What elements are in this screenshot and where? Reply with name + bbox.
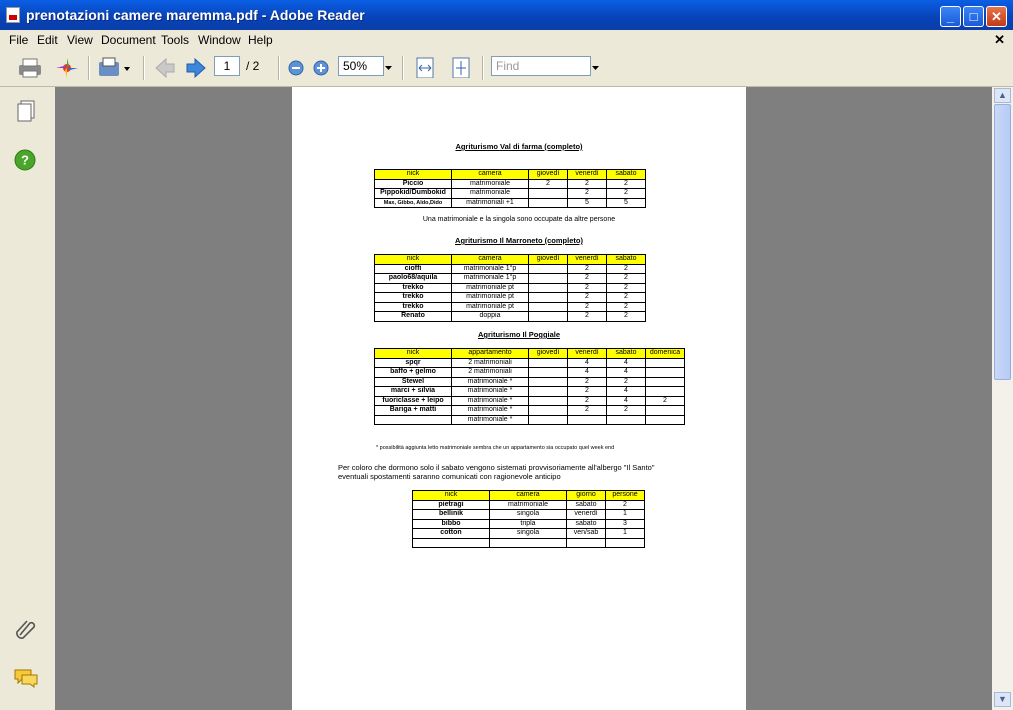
nick-cell: marci + silvia: [375, 387, 452, 397]
table-row: [375, 415, 685, 425]
find-input[interactable]: Find: [491, 56, 591, 76]
navigation-panel: [0, 87, 55, 710]
table-cell: 2: [568, 302, 607, 312]
toolbar-separator: [402, 56, 404, 80]
table-row: [375, 368, 685, 378]
table-cell: matrimoniale *: [452, 387, 529, 397]
table-cell: tripla: [490, 519, 567, 529]
table-il-marroneto: [374, 254, 646, 322]
toolbar-separator: [88, 56, 90, 80]
table-cell: 1: [606, 529, 645, 539]
footnote: * possibilità aggiunta letto matrimoniale sembra che un appartamento sia occupato quel week end: [376, 445, 615, 451]
fit-width-icon[interactable]: [414, 56, 436, 78]
page-total: / 2: [246, 59, 260, 73]
table1-title: Agriturismo Val di farma (completo): [455, 142, 583, 151]
table-cell: 4: [568, 368, 607, 378]
table-cell: 2: [607, 179, 646, 189]
nick-cell: Stewel: [375, 377, 452, 387]
nick-cell: bibbo: [413, 519, 490, 529]
column-header: sabato: [607, 170, 646, 180]
table-val-di-farma: [374, 169, 646, 208]
close-button[interactable]: ✕: [986, 6, 1007, 27]
zoom-out-icon[interactable]: [286, 56, 306, 78]
table-cell: [529, 377, 568, 387]
table-cell: 1: [606, 510, 645, 520]
table-cell: [490, 538, 567, 548]
nick-cell: Max, Gibbo, Aldo,Dido: [375, 198, 452, 208]
table-cell: matrimoniale *: [452, 377, 529, 387]
column-header: venerdì: [568, 255, 607, 265]
scroll-down-chevron-icon[interactable]: ▼: [994, 692, 1011, 707]
table-row: [375, 274, 646, 284]
nick-cell: Renato: [375, 312, 452, 322]
table-cell: [646, 387, 685, 397]
table-cell: [646, 415, 685, 425]
table-cell: matrimoniale 1°p: [452, 264, 529, 274]
nick-cell: trekko: [375, 283, 452, 293]
table-row: [375, 396, 685, 406]
table-cell: 4: [607, 387, 646, 397]
table-cell: matrimoniale pt: [452, 293, 529, 303]
table-cell: venerdì: [567, 510, 606, 520]
table-cell: 5: [568, 198, 607, 208]
column-header: sabato: [607, 349, 646, 359]
table-cell: 2: [568, 293, 607, 303]
column-header: domenica: [646, 349, 685, 359]
menu-file[interactable]: File: [9, 33, 29, 47]
table-row: [375, 264, 646, 274]
table-row: [375, 358, 685, 368]
table-il-poggiale: [374, 348, 685, 425]
table-cell: singola: [490, 510, 567, 520]
nick-cell: [375, 415, 452, 425]
table-cell: 2: [568, 283, 607, 293]
table-cell: [646, 358, 685, 368]
table-header-row: [375, 170, 646, 180]
pdf-app-icon: [6, 7, 20, 23]
table-cell: 2: [607, 293, 646, 303]
table-row: [375, 283, 646, 293]
table-cell: 2: [607, 312, 646, 322]
note-occupied: Una matrimoniale e la singola sono occupate da altre persone: [422, 216, 616, 223]
paperclip-icon[interactable]: [14, 617, 38, 641]
table-cell: [529, 293, 568, 303]
scroll-thumb[interactable]: [994, 104, 1011, 380]
table-cell: 2: [606, 500, 645, 510]
table-cell: matrimoniale: [452, 189, 529, 199]
close-document-icon[interactable]: ✕: [994, 32, 1005, 47]
table2-title: Agriturismo Il Marroneto (completo): [455, 236, 583, 245]
table-cell: 2 matrimoniali: [452, 368, 529, 378]
table-cell: [529, 312, 568, 322]
print-icon[interactable]: [16, 56, 44, 78]
nick-cell: fuoriclasse + leipo: [375, 396, 452, 406]
table-cell: matrimoniale pt: [452, 302, 529, 312]
table-cell: 4: [568, 358, 607, 368]
table-albergo: [412, 490, 645, 548]
table-cell: 2: [607, 189, 646, 199]
pdf-page: [292, 87, 746, 710]
table-cell: 2: [607, 283, 646, 293]
table-cell: 2: [607, 302, 646, 312]
column-header: nick: [413, 491, 490, 501]
table-cell: matrimoniale *: [452, 415, 529, 425]
menu-view[interactable]: View: [67, 33, 93, 47]
table-cell: 2: [529, 179, 568, 189]
paragraph-line2: eventuali spostamenti saranno comunicati con ragionevole anticipo: [338, 472, 561, 481]
table-cell: [529, 189, 568, 199]
table-cell: [646, 406, 685, 416]
nick-cell: Pippokid/Dumbokid: [375, 189, 452, 199]
table-cell: [529, 302, 568, 312]
minimize-button[interactable]: _: [940, 6, 961, 27]
table-header-row: [375, 255, 646, 265]
vertical-scrollbar[interactable]: [992, 87, 1013, 710]
table-row: [375, 387, 685, 397]
nick-cell: cotton: [413, 529, 490, 539]
table-cell: 2: [568, 406, 607, 416]
table-cell: 2: [568, 179, 607, 189]
table-cell: 2: [607, 377, 646, 387]
table-row: [375, 377, 685, 387]
table-cell: 3: [606, 519, 645, 529]
table-cell: 4: [607, 358, 646, 368]
paragraph-line1: Per coloro che dormono solo il sabato vengono sistemati provvisoriamente all'albergo "Il Santo": [338, 463, 655, 472]
table-cell: [529, 387, 568, 397]
table-cell: 2 matrimoniali: [452, 358, 529, 368]
table-cell: [529, 283, 568, 293]
toolbar: [0, 50, 1013, 87]
table-header-row: [413, 491, 645, 501]
nick-cell: trekko: [375, 293, 452, 303]
column-header: camera: [490, 491, 567, 501]
column-header: venerdì: [568, 349, 607, 359]
table-cell: [567, 538, 606, 548]
table-row: [413, 519, 645, 529]
table-cell: matrimoniale *: [452, 396, 529, 406]
table-cell: 5: [607, 198, 646, 208]
table-row: [375, 198, 646, 208]
menu-help[interactable]: Help: [248, 33, 273, 47]
table-cell: [529, 198, 568, 208]
fit-page-icon[interactable]: [450, 56, 472, 78]
table-cell: [529, 415, 568, 425]
pages-icon[interactable]: [15, 99, 37, 123]
next-page-icon[interactable]: [184, 56, 208, 78]
document-view: [55, 87, 992, 710]
zoom-level-input[interactable]: 50%: [338, 56, 384, 76]
column-header: appartamento: [452, 349, 529, 359]
table-cell: 2: [568, 312, 607, 322]
table3-title: Agriturismo Il Poggiale: [477, 330, 561, 339]
table-row: [375, 302, 646, 312]
column-header: giovedì: [529, 170, 568, 180]
toolbar-separator: [482, 56, 484, 80]
find-dropdown-chevron-down-icon[interactable]: [591, 56, 601, 78]
table-cell: [529, 368, 568, 378]
table-cell: 2: [607, 406, 646, 416]
menu-document[interactable]: Document: [101, 33, 156, 47]
table-cell: matrimoniale: [490, 500, 567, 510]
table-cell: matrimoniali +1: [452, 198, 529, 208]
table-cell: 2: [607, 274, 646, 284]
scroll-up-chevron-icon[interactable]: ▲: [994, 88, 1011, 103]
help-icon[interactable]: [14, 149, 36, 171]
table-cell: 2: [568, 387, 607, 397]
table-cell: matrimoniale: [452, 179, 529, 189]
table-cell: 2: [568, 264, 607, 274]
nick-cell: Piccio: [375, 179, 452, 189]
table-cell: [529, 406, 568, 416]
nick-cell: cioffi: [375, 264, 452, 274]
table-row: [375, 179, 646, 189]
table-header-row: [375, 349, 685, 359]
column-header: nick: [375, 349, 452, 359]
table-row: [375, 312, 646, 322]
column-header: camera: [452, 255, 529, 265]
menu-tools[interactable]: Tools: [161, 33, 190, 47]
column-header: nick: [375, 255, 452, 265]
table-cell: 2: [568, 396, 607, 406]
table-cell: 2: [568, 189, 607, 199]
table-row: [375, 189, 646, 199]
nick-cell: spqr: [375, 358, 452, 368]
table-cell: matrimoniale pt: [452, 283, 529, 293]
zoom-in-icon[interactable]: [311, 56, 331, 78]
column-header: sabato: [607, 255, 646, 265]
table-row: [375, 293, 646, 303]
table-row: [413, 538, 645, 548]
toolbar-separator: [143, 56, 145, 80]
table-cell: 2: [568, 274, 607, 284]
table-cell: [568, 415, 607, 425]
print-setup-dropdown-icon[interactable]: [97, 56, 133, 78]
table-row: [413, 500, 645, 510]
table-cell: [646, 377, 685, 387]
table-cell: matrimoniale *: [452, 406, 529, 416]
table-cell: 2: [607, 264, 646, 274]
previous-page-icon[interactable]: [153, 56, 177, 78]
column-header: persone: [606, 491, 645, 501]
column-header: venerdì: [568, 170, 607, 180]
table-row: [413, 510, 645, 520]
comments-icon[interactable]: [13, 667, 39, 689]
table-cell: 2: [568, 377, 607, 387]
column-header: giorno: [567, 491, 606, 501]
table-cell: [529, 396, 568, 406]
table-cell: [607, 415, 646, 425]
table-cell: ven/sab: [567, 529, 606, 539]
table-cell: [606, 538, 645, 548]
column-header: camera: [452, 170, 529, 180]
maximize-button[interactable]: □: [963, 6, 984, 27]
table-row: [413, 529, 645, 539]
nick-cell: Bariga + matti: [375, 406, 452, 416]
window-title: prenotazioni camere maremma.pdf - Adobe Reader: [26, 7, 365, 23]
title-bar: [0, 0, 1013, 30]
nick-cell: paolo68/aquila: [375, 274, 452, 284]
table-cell: doppia: [452, 312, 529, 322]
table-cell: sabato: [567, 500, 606, 510]
table-cell: [529, 358, 568, 368]
table-row: [375, 406, 685, 416]
table-cell: 2: [646, 396, 685, 406]
collaborate-icon[interactable]: [54, 56, 80, 78]
page-number-input[interactable]: 1: [214, 56, 240, 76]
nick-cell: trekko: [375, 302, 452, 312]
nick-cell: bellinik: [413, 510, 490, 520]
table-cell: [529, 274, 568, 284]
nick-cell: [413, 538, 490, 548]
table-cell: [646, 368, 685, 378]
table-cell: 4: [607, 368, 646, 378]
column-header: giovedì: [529, 349, 568, 359]
menu-bar: [0, 30, 1013, 50]
column-header: nick: [375, 170, 452, 180]
zoom-dropdown-chevron-down-icon[interactable]: [384, 56, 394, 78]
table-cell: sabato: [567, 519, 606, 529]
svg-text:?: ?: [21, 152, 29, 168]
table-cell: 4: [607, 396, 646, 406]
nick-cell: pietragi: [413, 500, 490, 510]
column-header: giovedì: [529, 255, 568, 265]
table-cell: [529, 264, 568, 274]
table-cell: matrimoniale 1°p: [452, 274, 529, 284]
toolbar-separator: [278, 56, 280, 80]
menu-edit[interactable]: Edit: [37, 33, 58, 47]
menu-window[interactable]: Window: [198, 33, 241, 47]
table-cell: singola: [490, 529, 567, 539]
nick-cell: baffo + gelmo: [375, 368, 452, 378]
